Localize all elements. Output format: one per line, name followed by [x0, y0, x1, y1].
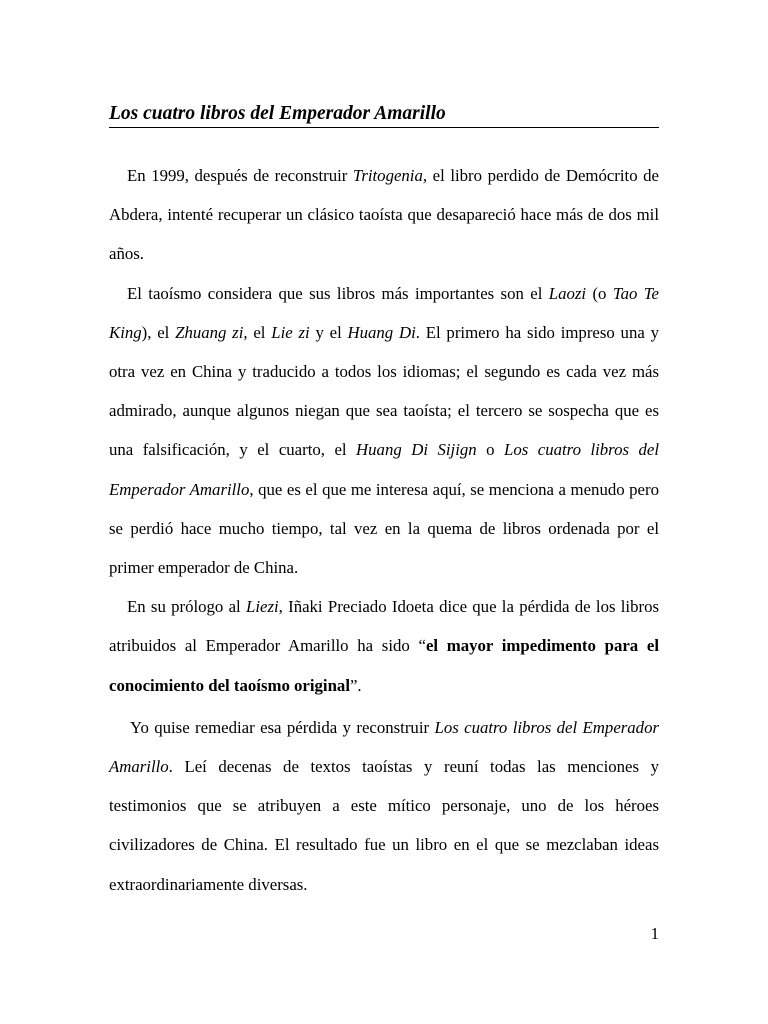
book-title-tao-te-king: Tao Te King [109, 283, 660, 342]
text-span: , el [243, 322, 272, 342]
text-span: . Leí decenas de textos taoístas y reuní todas las menciones y testimonios que se atribuyen a este mítico personaje, uno de los héroes civilizadores de China. El resultado fue un libro en el que se mezclaban ideas extraordinariamente diversas. [109, 757, 659, 894]
text-span: o [476, 440, 505, 460]
book-title-tritogenia: Tritogenia, [352, 166, 428, 185]
paragraph-1 [109, 156, 659, 274]
book-title-lie-zi: Lie zi [271, 322, 310, 342]
document-body [109, 156, 659, 904]
document-page [109, 0, 659, 1024]
text-span: En 1999, después de reconstruir [127, 166, 353, 185]
text-span: . El primero ha sido impreso una y otra vez en China y traducido a todos los idiomas; el segundo es cada vez más admirado, aunque algunos niegan que sea taoísta; el tercero se sospecha que es una falsificación, y el cuarto, el [109, 322, 659, 460]
bold-quote: el mayor impedimento para el conocimiento del taoísmo original [109, 636, 659, 695]
document-title: Los cuatro libros del Emperador Amarillo [109, 102, 659, 128]
text-span: ”. [349, 675, 362, 695]
paragraph-4 [109, 708, 659, 904]
book-title-los-cuatro-libros: Los cuatro libros del Emperador Amarillo [109, 440, 659, 499]
text-span: , Iñaki Preciado Idoeta dice que la pérdida de los libros atribuidos al Emperador Amarillo ha sido “ [109, 597, 659, 656]
book-title-huang-di: Huang Di [347, 322, 416, 342]
paragraph-2 [109, 274, 659, 588]
text-span: Yo quise remediar esa pérdida y reconstruir [130, 717, 435, 737]
text-span: y el [309, 322, 348, 342]
book-title-liezi: Liezi [246, 597, 279, 617]
book-title-laozi: Laozi [548, 283, 587, 303]
paragraph-3 [109, 587, 659, 705]
text-span: (o [586, 283, 613, 303]
text-span: , que es el que me interesa aquí, se menciona a menudo pero se perdió hace mucho tiempo, tal vez en la quema de libros ordenada por el primer emperador de China. [109, 479, 659, 578]
book-title-zhuang-zi: Zhuang zi [175, 322, 244, 342]
text-span: ), el [141, 322, 176, 342]
text-span: El taoísmo considera que sus libros más importantes son el [127, 283, 549, 303]
book-title-los-cuatro-libros: Los cuatro libros del Emperador Amarillo [109, 717, 659, 777]
book-title-huang-di-sijign: Huang Di Sijign [356, 440, 477, 460]
text-span: En su prólogo al [127, 597, 246, 617]
text-span: el libro perdido de Demócrito de Abdera, intenté recuperar un clásico taoísta que desapareció hace más de dos mil años. [109, 166, 659, 264]
page-number: 1 [650, 924, 659, 943]
